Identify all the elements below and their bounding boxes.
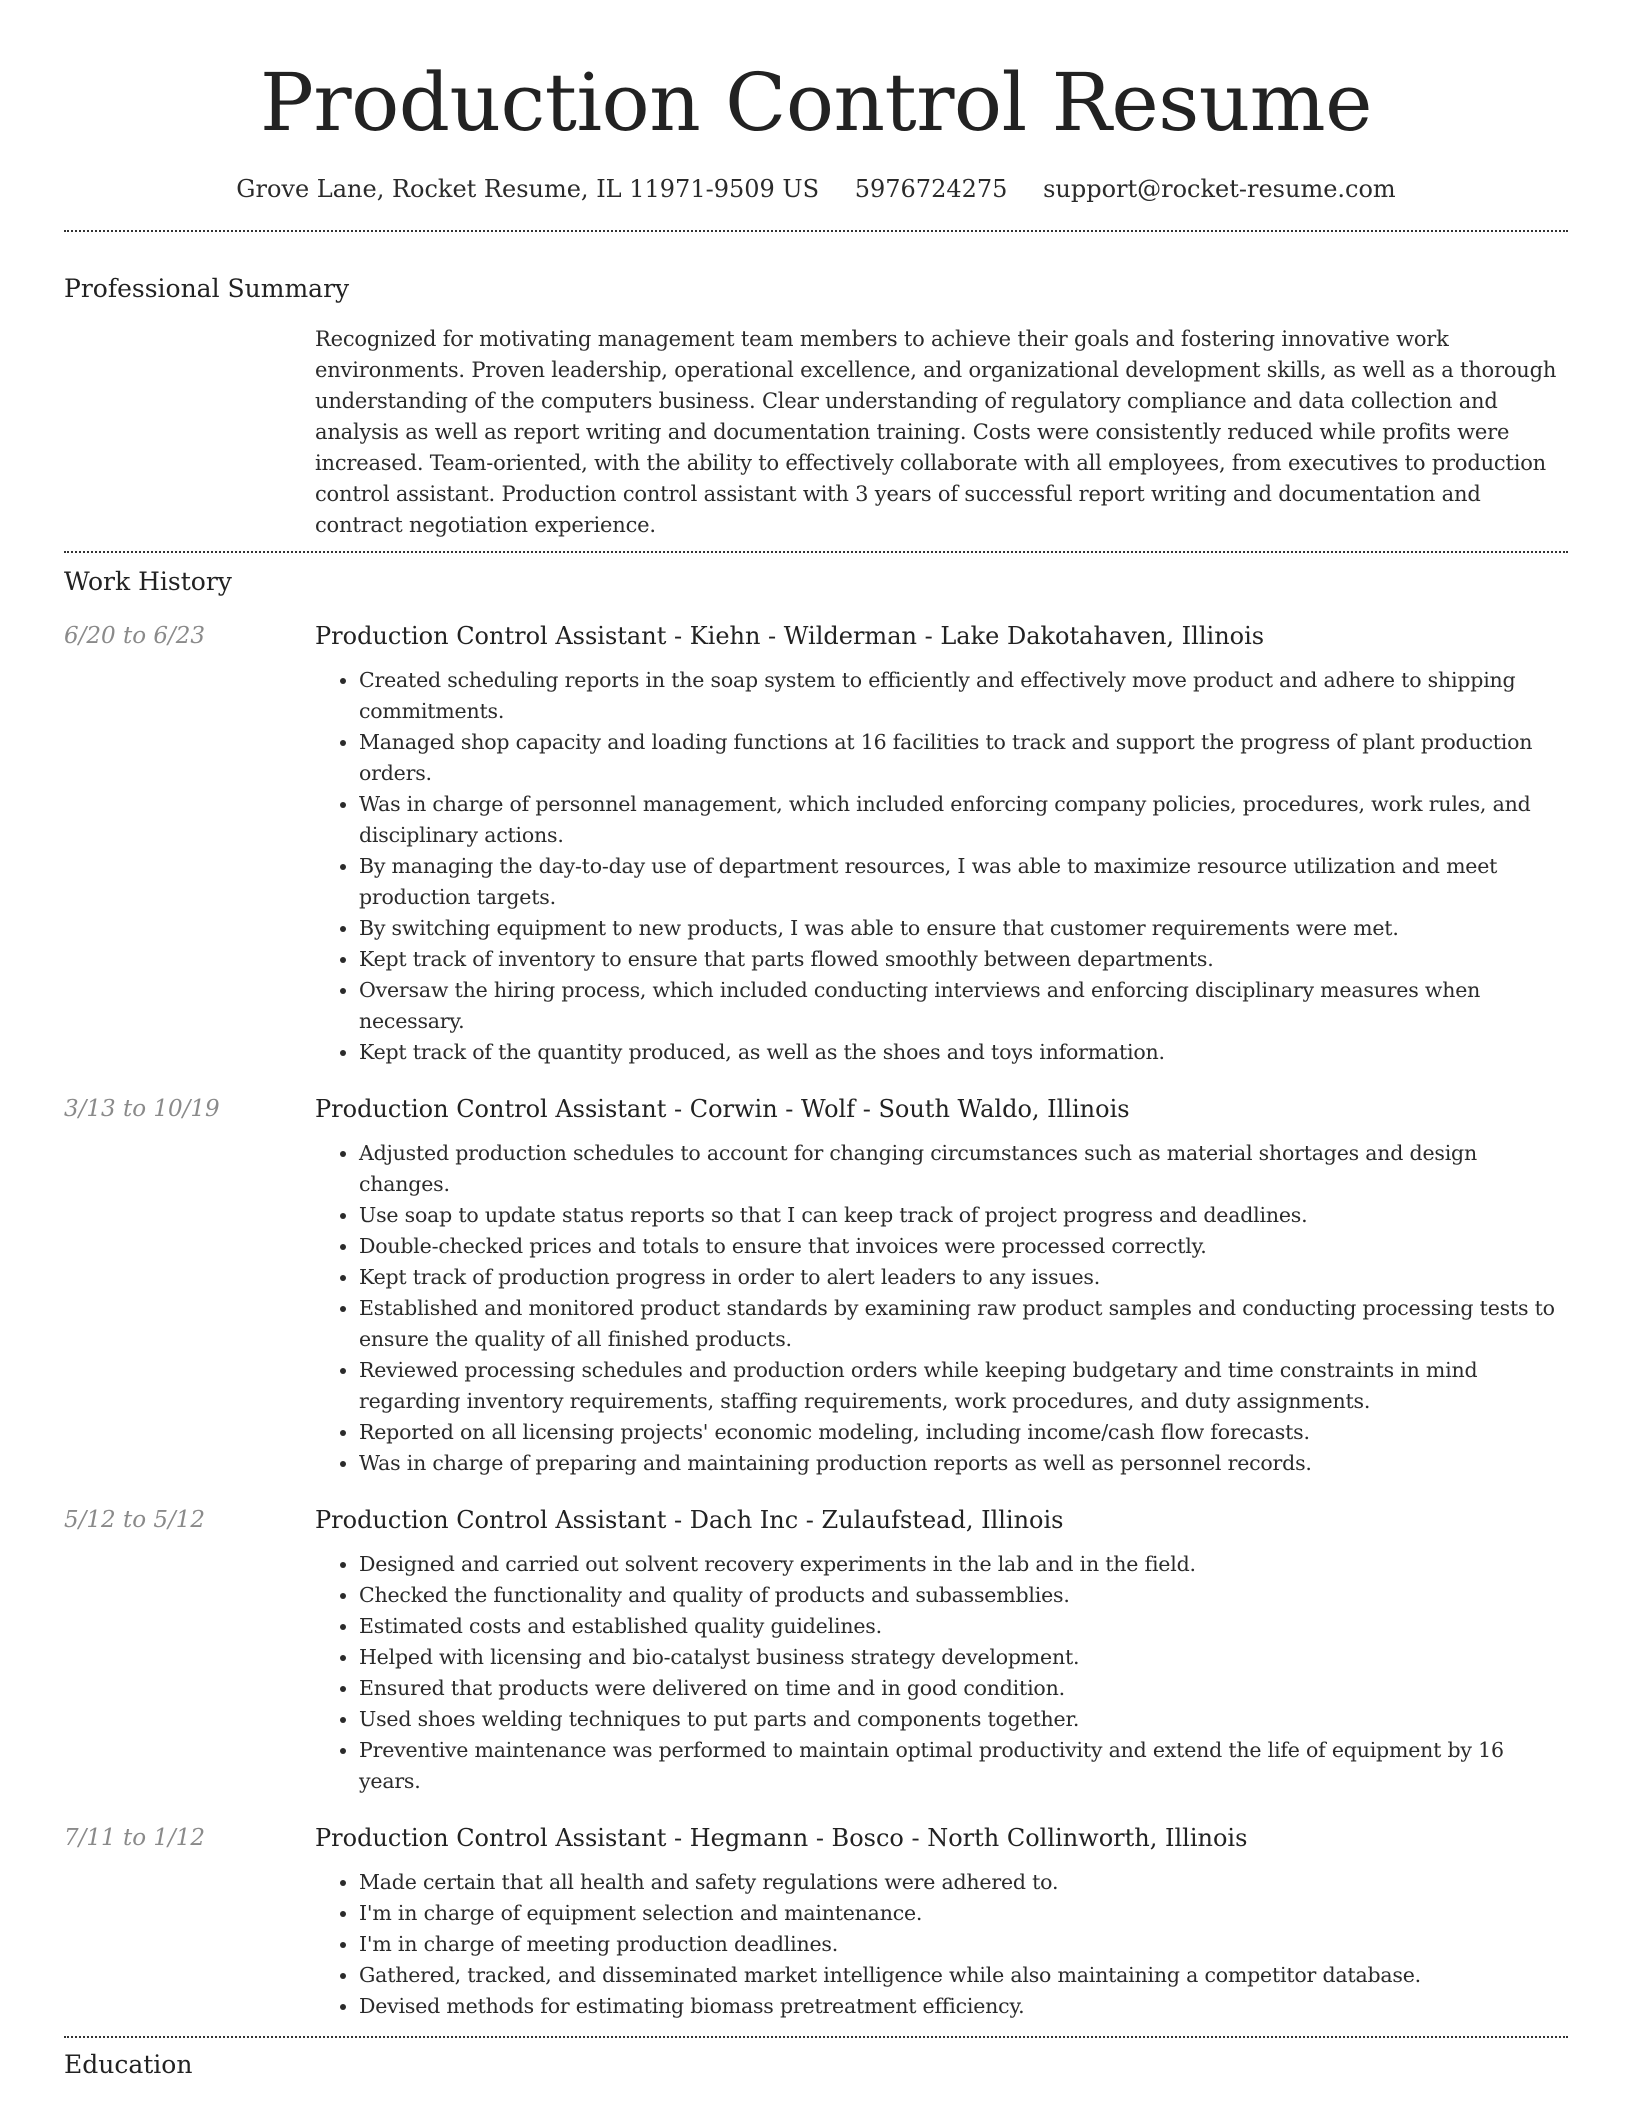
resume-page bbox=[64, 0, 1568, 2082]
job-body bbox=[315, 1821, 1568, 2022]
job-dates: 3/13 to 10/19 bbox=[64, 1096, 220, 1122]
list-item: • Used shoes welding techniques to put parts and components together. bbox=[359, 1704, 1568, 1735]
divider bbox=[64, 551, 1568, 553]
job-bullets bbox=[315, 1867, 1568, 2022]
job-dates: 6/20 to 6/23 bbox=[64, 623, 206, 649]
job-title: Production Control Assistant - Hegmann - Bosco - North Collinworth, Illinois bbox=[315, 1824, 1248, 1852]
list-item: • Created scheduling reports in the soap system to efficiently and effectively move product and adhere to shipping commitments. bbox=[359, 665, 1568, 727]
contact-email: support@rocket-resume.com bbox=[1043, 175, 1396, 203]
job-list bbox=[64, 619, 1568, 2022]
job-entry bbox=[64, 1503, 1568, 1797]
job-entry bbox=[64, 1821, 1568, 2022]
list-item: • I'm in charge of equipment selection and maintenance. bbox=[359, 1898, 1568, 1929]
job-title: Production Control Assistant - Kiehn - Wilderman - Lake Dakotahaven, Illinois bbox=[315, 622, 1265, 650]
list-item: • By switching equipment to new products, I was able to ensure that customer requirements were met. bbox=[359, 913, 1568, 944]
list-item: • Double-checked prices and totals to ensure that invoices were processed correctly. bbox=[359, 1231, 1568, 1262]
list-item: • Estimated costs and established quality guidelines. bbox=[359, 1611, 1568, 1642]
job-bullets bbox=[315, 1138, 1568, 1479]
list-item: • Gathered, tracked, and disseminated market intelligence while also maintaining a competitor database. bbox=[359, 1960, 1568, 1991]
contact-address: Grove Lane, Rocket Resume, IL 11971-9509 US bbox=[236, 175, 820, 203]
divider bbox=[64, 230, 1568, 232]
list-item: • Use soap to update status reports so that I can keep track of project progress and deadlines. bbox=[359, 1200, 1568, 1231]
list-item: • Reported on all licensing projects' economic modeling, including income/cash flow forecasts. bbox=[359, 1417, 1568, 1448]
list-item: • Was in charge of preparing and maintaining production reports as well as personnel records. bbox=[359, 1448, 1568, 1479]
list-item: • Oversaw the hiring process, which included conducting interviews and enforcing disciplinary measures when necessary. bbox=[359, 975, 1568, 1037]
page-title: Production Control Resume bbox=[260, 56, 1372, 149]
summary-section bbox=[64, 272, 1568, 541]
work-history-section bbox=[64, 565, 1568, 2022]
job-title: Production Control Assistant - Dach Inc - Zulaufstead, Illinois bbox=[315, 1506, 1064, 1534]
list-item: • Preventive maintenance was performed to maintain optimal productivity and extend the life of equipment by 16 years. bbox=[359, 1735, 1568, 1797]
job-entry bbox=[64, 1092, 1568, 1479]
work-history-heading: Work History bbox=[64, 567, 232, 596]
list-item: • Kept track of inventory to ensure that parts flowed smoothly between departments. bbox=[359, 944, 1568, 975]
education-section bbox=[64, 2048, 1568, 2082]
list-item: • Managed shop capacity and loading functions at 16 facilities to track and support the progress of plant production orders. bbox=[359, 727, 1568, 789]
list-item: • Helped with licensing and bio-catalyst business strategy development. bbox=[359, 1642, 1568, 1673]
list-item: • Ensured that products were delivered on time and in good condition. bbox=[359, 1673, 1568, 1704]
divider bbox=[64, 2036, 1568, 2038]
contact-phone: 5976724275 bbox=[854, 175, 1008, 203]
summary-text: Recognized for motivating management team members to achieve their goals and fostering innovative work environments. Proven leadership, operational excellence, and organizational development skills, as well as a thorough understanding of the computers business. Clear understanding of regulatory compliance and data collection and analysis as well as report writing and documentation training. Costs were consistently reduced while profits were increased. Team-oriented, with the ability to effectively collaborate with all employees, from executives to production control assistant. Production control assistant with 3 years of successful report writing and documentation and contract negotiation experience. bbox=[315, 327, 1557, 537]
list-item: • By managing the day-to-day use of department resources, I was able to maximize resource utilization and meet production targets. bbox=[359, 851, 1568, 913]
job-bullets bbox=[315, 1549, 1568, 1797]
list-item: • Devised methods for estimating biomass pretreatment efficiency. bbox=[359, 1991, 1568, 2022]
list-item: • Checked the functionality and quality of products and subassemblies. bbox=[359, 1580, 1568, 1611]
education-heading: Education bbox=[64, 2050, 193, 2079]
list-item: • I'm in charge of meeting production deadlines. bbox=[359, 1929, 1568, 1960]
summary-heading: Professional Summary bbox=[64, 274, 350, 303]
list-item: • Made certain that all health and safety regulations were adhered to. bbox=[359, 1867, 1568, 1898]
contact-line bbox=[64, 172, 1568, 206]
job-body bbox=[315, 619, 1568, 1068]
job-title: Production Control Assistant - Corwin - Wolf - South Waldo, Illinois bbox=[315, 1095, 1130, 1123]
list-item: • Established and monitored product standards by examining raw product samples and conducting processing tests to ensure the quality of all finished products. bbox=[359, 1293, 1568, 1355]
job-body bbox=[315, 1503, 1568, 1797]
list-item: • Reviewed processing schedules and production orders while keeping budgetary and time constraints in mind regarding inventory requirements, staffing requirements, work procedures, and duty assignments. bbox=[359, 1355, 1568, 1417]
list-item: • Adjusted production schedules to account for changing circumstances such as material shortages and design changes. bbox=[359, 1138, 1568, 1200]
job-bullets bbox=[315, 665, 1568, 1068]
list-item: • Was in charge of personnel management, which included enforcing company policies, procedures, work rules, and disciplinary actions. bbox=[359, 789, 1568, 851]
job-dates: 5/12 to 5/12 bbox=[64, 1507, 206, 1533]
job-entry bbox=[64, 619, 1568, 1068]
job-body bbox=[315, 1092, 1568, 1479]
list-item: • Kept track of the quantity produced, as well as the shoes and toys information. bbox=[359, 1037, 1568, 1068]
job-dates: 7/11 to 1/12 bbox=[64, 1825, 206, 1851]
list-item: • Designed and carried out solvent recovery experiments in the lab and in the field. bbox=[359, 1549, 1568, 1580]
list-item: • Kept track of production progress in order to alert leaders to any issues. bbox=[359, 1262, 1568, 1293]
